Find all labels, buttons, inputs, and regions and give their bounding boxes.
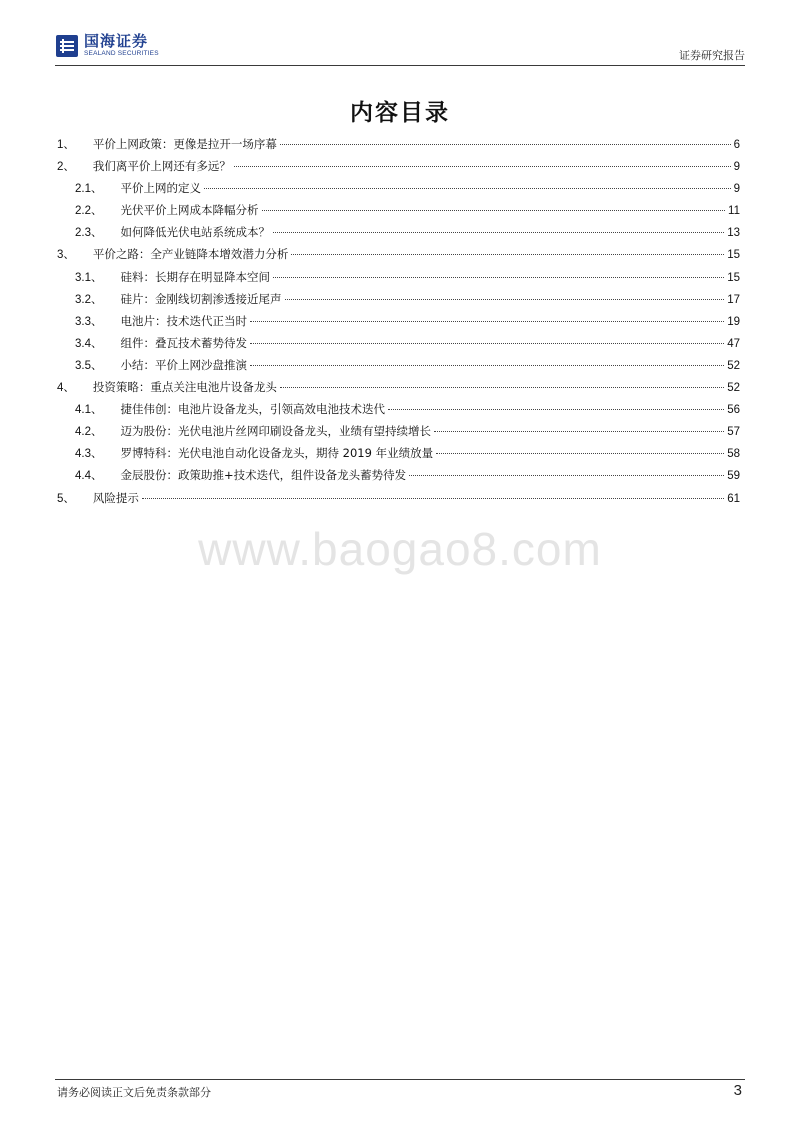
toc-entry-page: 17 bbox=[727, 293, 740, 306]
toc-entry[interactable] bbox=[57, 332, 740, 354]
toc-entry[interactable] bbox=[57, 266, 740, 288]
toc-entry-number: 3.5、 bbox=[75, 359, 103, 372]
toc-entry-page: 57 bbox=[727, 426, 740, 439]
toc-entry-page: 61 bbox=[727, 492, 740, 505]
toc-entry-title: 金辰股份：政策助推+技术迭代，组件设备龙头蓄势待发 bbox=[120, 468, 407, 483]
toc-entry[interactable] bbox=[57, 155, 740, 177]
toc-entry-number: 4.2、 bbox=[75, 426, 103, 439]
toc-entry-number: 3.1、 bbox=[75, 271, 103, 284]
page-number: 3 bbox=[733, 1082, 742, 1099]
toc-entry-page: 6 bbox=[733, 139, 740, 151]
toc-entry-number: 2、 bbox=[57, 161, 75, 174]
toc-dot-leader bbox=[434, 431, 724, 432]
toc-dot-leader bbox=[273, 277, 724, 278]
toc-entry-number: 4.1、 bbox=[75, 404, 103, 417]
toc-entry[interactable] bbox=[57, 243, 740, 265]
toc-entry[interactable] bbox=[57, 398, 740, 420]
toc-entry-number: 4、 bbox=[57, 382, 75, 395]
page-header bbox=[55, 34, 745, 64]
report-type-label: 证券研究报告 bbox=[679, 49, 745, 62]
toc-dot-leader bbox=[280, 387, 724, 388]
toc-entry-page: 9 bbox=[733, 161, 740, 174]
toc-entry[interactable] bbox=[57, 133, 740, 155]
toc-entry-title: 组件：叠瓦技术蓄势待发 bbox=[120, 335, 247, 350]
page-title: 内容目录 bbox=[350, 99, 450, 126]
toc-entry-page: 56 bbox=[727, 404, 740, 417]
toc-dot-leader bbox=[234, 166, 731, 167]
toc-entry-title: 罗博特科：光伏电池自动化设备龙头，期待 2019 年业绩放量 bbox=[120, 446, 434, 461]
toc-entry-page: 15 bbox=[727, 249, 740, 262]
toc-dot-leader bbox=[262, 210, 726, 211]
toc-dot-leader bbox=[250, 365, 724, 366]
toc-entry-number: 2.2、 bbox=[75, 205, 103, 218]
toc-entry[interactable] bbox=[57, 487, 740, 509]
toc-entry[interactable] bbox=[57, 199, 740, 221]
toc-entry-number: 1、 bbox=[57, 139, 75, 151]
toc-entry-page: 58 bbox=[727, 448, 740, 461]
toc-entry-title: 光伏平价上网成本降幅分析 bbox=[120, 203, 259, 218]
toc-entry-title: 硅料：长期存在明显降本空间 bbox=[120, 269, 270, 284]
toc-entry-title: 风险提示 bbox=[92, 490, 139, 505]
toc-entry-title: 如何降低光伏电站系统成本？ bbox=[120, 225, 270, 240]
brand-logo bbox=[55, 34, 159, 58]
toc-entry[interactable] bbox=[57, 376, 740, 398]
toc-entry-title: 平价上网的定义 bbox=[120, 181, 201, 196]
toc-dot-leader bbox=[204, 188, 731, 189]
toc-entry-number: 2.1、 bbox=[75, 183, 103, 196]
toc-entry-title: 平价上网政策：更像是拉开一场序幕 bbox=[92, 137, 277, 151]
toc-entry[interactable] bbox=[57, 354, 740, 376]
footer-divider bbox=[55, 1079, 745, 1080]
toc-entry-page: 19 bbox=[727, 315, 740, 328]
toc-dot-leader bbox=[250, 321, 724, 322]
toc-entry[interactable] bbox=[57, 464, 740, 486]
toc-entry[interactable] bbox=[57, 442, 740, 464]
toc-dot-leader bbox=[273, 232, 724, 233]
toc-entry[interactable] bbox=[57, 221, 740, 243]
toc-entry-number: 3.3、 bbox=[75, 315, 103, 328]
table-of-contents bbox=[57, 133, 740, 509]
toc-entry-title: 电池片：技术迭代正当时 bbox=[120, 313, 247, 328]
toc-entry-page: 15 bbox=[727, 271, 740, 284]
toc-dot-leader bbox=[250, 343, 724, 344]
toc-entry[interactable] bbox=[57, 420, 740, 442]
brand-name-en: SEALAND SECURITIES bbox=[84, 50, 159, 58]
brand-name-cn: 国海证券 bbox=[84, 32, 149, 51]
toc-entry-title: 投资策略：重点关注电池片设备龙头 bbox=[92, 380, 277, 395]
toc-dot-leader bbox=[388, 409, 724, 410]
toc-entry-page: 59 bbox=[727, 470, 740, 483]
watermark: www.baogao8.com bbox=[198, 523, 602, 575]
sealand-logo-icon bbox=[55, 34, 79, 58]
toc-entry-number: 2.3、 bbox=[75, 227, 103, 240]
header-divider bbox=[55, 65, 745, 66]
toc-entry-number: 3、 bbox=[57, 249, 75, 262]
toc-entry-title: 捷佳伟创：电池片设备龙头，引领高效电池技术迭代 bbox=[120, 402, 385, 417]
toc-entry-page: 52 bbox=[727, 382, 740, 395]
toc-entry[interactable] bbox=[57, 310, 740, 332]
toc-entry[interactable] bbox=[57, 177, 740, 199]
toc-dot-leader bbox=[142, 498, 724, 499]
toc-entry-title: 平价之路：全产业链降本增效潜力分析 bbox=[92, 247, 289, 262]
toc-entry-number: 4.4、 bbox=[75, 470, 103, 483]
toc-dot-leader bbox=[409, 475, 724, 476]
toc-dot-leader bbox=[291, 254, 724, 255]
toc-entry-title: 小结：平价上网沙盘推演 bbox=[120, 357, 247, 372]
toc-dot-leader bbox=[285, 299, 725, 300]
toc-entry-number: 5、 bbox=[57, 492, 75, 505]
toc-entry-page: 47 bbox=[727, 337, 740, 350]
toc-entry-number: 4.3、 bbox=[75, 448, 103, 461]
toc-entry-page: 52 bbox=[727, 359, 740, 372]
toc-entry-number: 3.2、 bbox=[75, 293, 103, 306]
toc-entry-page: 13 bbox=[727, 227, 740, 240]
toc-entry-page: 11 bbox=[728, 205, 740, 218]
toc-entry-page: 9 bbox=[733, 183, 740, 196]
toc-entry[interactable] bbox=[57, 288, 740, 310]
toc-dot-leader bbox=[436, 453, 724, 454]
toc-entry-number: 3.4、 bbox=[75, 337, 103, 350]
toc-entry-title: 硅片：金刚线切割渗透接近尾声 bbox=[120, 291, 282, 306]
toc-entry-title: 我们离平价上网还有多远？ bbox=[92, 159, 231, 174]
disclaimer-text: 请务必阅读正文后免责条款部分 bbox=[57, 1086, 211, 1099]
toc-entry-title: 迈为股份：光伏电池片丝网印刷设备龙头，业绩有望持续增长 bbox=[120, 424, 431, 439]
toc-dot-leader bbox=[280, 144, 731, 145]
